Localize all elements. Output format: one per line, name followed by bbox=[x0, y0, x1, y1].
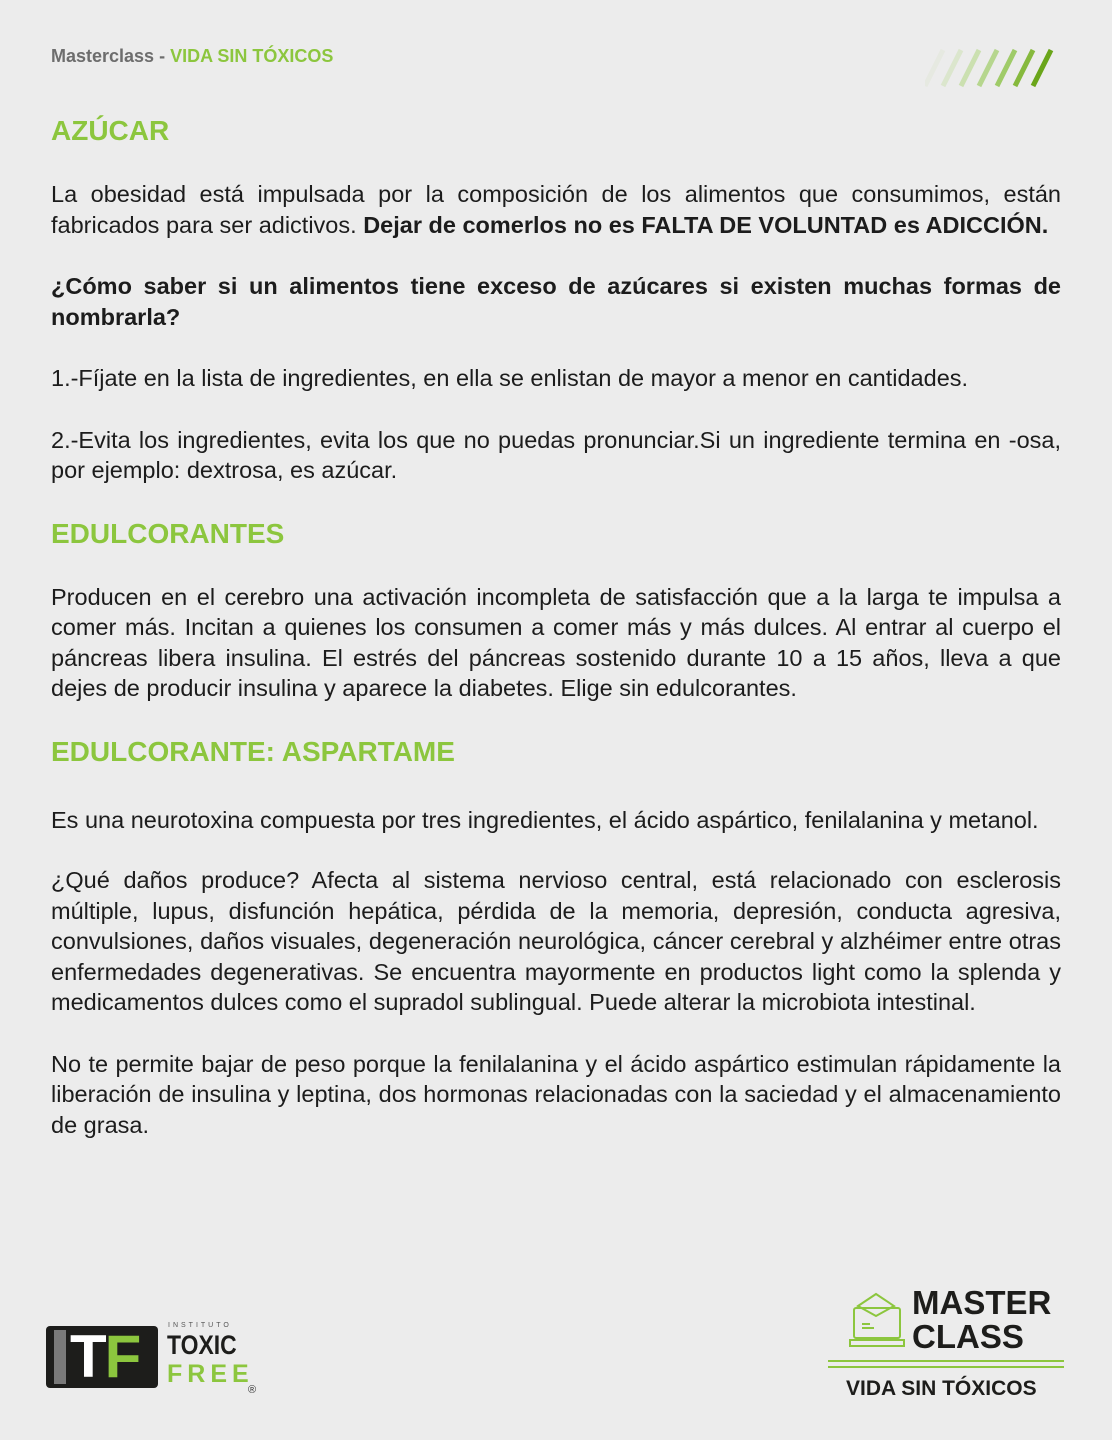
azucar-item-2: 2.-Evita los ingredientes, evita los que no puedas pronunciar.Si un ingrediente termina en -osa, por ejemplo: dextrosa, es azúcar. bbox=[51, 426, 1061, 483]
edulcorantes-paragraph: Producen en el cerebro una activación incompleta de satisfacción que a la larga te impulsa a comer más. Incitan a quienes los consumen a comer más y más dulces. Al entrar al cuerpo el páncreas libera insulina. El estrés del páncreas sostenido durante 10 a 15 años, lleva a que dejes de producir insulina y aparece la diabetes. Elige sin edulcorantes. bbox=[51, 583, 1061, 701]
aspartame-paragraph-1: Es una neurotoxina compuesta por tres ingredientes, el ácido aspártico, fenilalanina y metanol. bbox=[51, 806, 1039, 833]
section-title-azucar: AZÚCAR bbox=[51, 115, 170, 146]
itf-toxic: TOXIC bbox=[167, 1330, 237, 1360]
masterclass-subtitle: VIDA SIN TÓXICOS bbox=[846, 1377, 1037, 1400]
section-title-aspartame: EDULCORANTE: ASPARTAME bbox=[51, 735, 455, 767]
azucar-question: ¿Cómo saber si un alimentos tiene exceso de azúcares si existen muchas formas de nombrarla? bbox=[51, 273, 1061, 330]
azucar-item-1: 1.-Fíjate en la lista de ingredientes, en ella se enlistan de mayor a menor en cantidades. bbox=[51, 365, 969, 391]
azucar-paragraph bbox=[51, 179, 1061, 240]
laptop-graduation-icon bbox=[848, 1290, 908, 1350]
header-label bbox=[51, 46, 333, 67]
document-body bbox=[51, 114, 1061, 1140]
itf-instituto: INSTITUTO bbox=[168, 1322, 232, 1329]
section-title-edulcorantes: EDULCORANTES bbox=[51, 517, 285, 549]
itf-free: FREE bbox=[167, 1360, 254, 1388]
header-title: VIDA SIN TÓXICOS bbox=[170, 46, 334, 66]
decorative-stripes-icon bbox=[925, 48, 1065, 88]
aspartame-paragraph-3: No te permite bajar de peso porque la fenilalanina y el ácido aspártico estimulan rápidamente la liberación de insulina y leptina, dos hormonas relacionadas con la saciedad y el almacenamiento de grasa. bbox=[51, 1050, 1061, 1138]
header-prefix: Masterclass - bbox=[51, 46, 171, 66]
itf-logo: TF INSTITUTO TOXIC FREE ® bbox=[46, 1318, 261, 1398]
aspartame-paragraph-2: ¿Qué daños produce? Afecta al sistema nervioso central, está relacionado con esclerosis múltiple, lupus, disfunción hepática, pérdida de la memoria, depresión, conducta agresiva, convulsiones, daños visuales, degeneración neurológica, cáncer cerebral y alzhéimer entre otras enfermedades degenerativas. Se encuentra mayormente en productos light como la splenda y medicamentos dulces como el supradol sublingual. Puede alterar la microbiota intestinal. bbox=[51, 867, 1061, 1015]
masterclass-logo bbox=[828, 1286, 1066, 1406]
azucar-bold-text: Dejar de comerlos no es FALTA DE VOLUNTAD es ADICCIÓN. bbox=[363, 211, 1049, 238]
masterclass-line2: CLASS bbox=[912, 1318, 1024, 1355]
azucar-text: La obesidad está impulsada por la composición de los alimentos que consumimos, están fabricados para ser adictivos. bbox=[51, 181, 1061, 238]
itf-registered: ® bbox=[248, 1384, 257, 1396]
masterclass-line1: MASTER bbox=[912, 1284, 1052, 1321]
